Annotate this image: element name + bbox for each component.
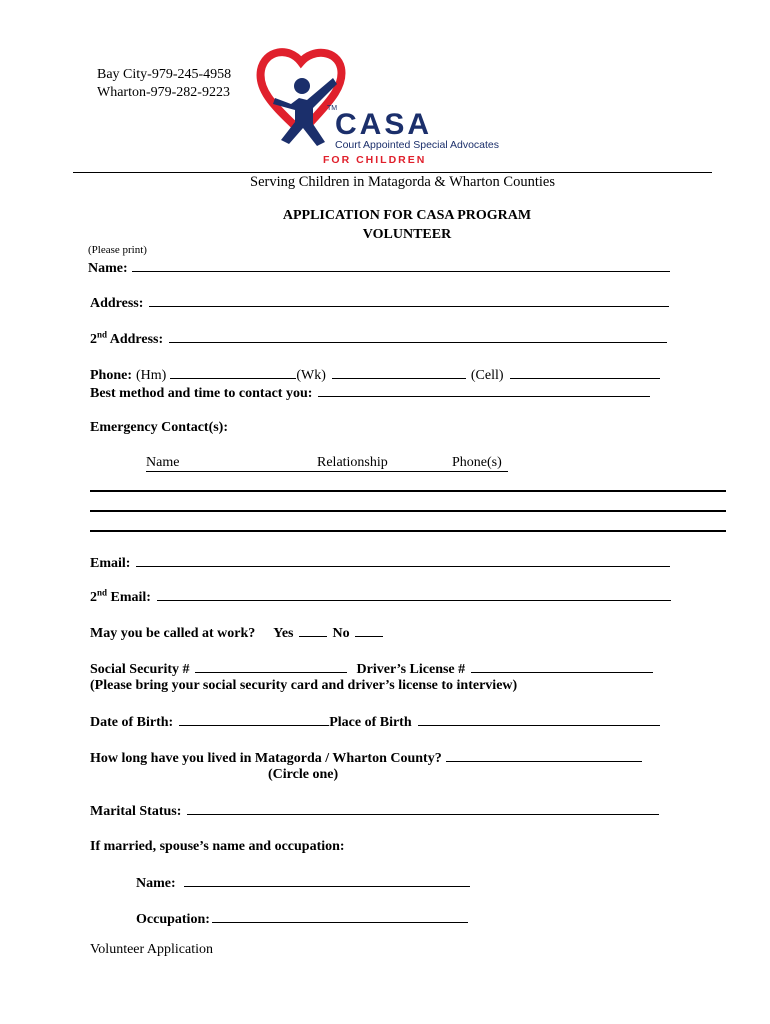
phone-wk-field[interactable]: [332, 366, 466, 379]
header-divider: [73, 172, 712, 173]
spouse-occupation-row: [136, 910, 468, 928]
email-field[interactable]: [136, 554, 670, 567]
best-method-label: Best method and time to contact you:: [90, 386, 313, 401]
no-field[interactable]: [355, 624, 383, 637]
drivers-license-label: Driver’s License #: [356, 662, 466, 677]
marital-row: [90, 802, 659, 820]
logo-tagline: Court Appointed Special Advocates: [335, 139, 500, 151]
contact-wharton: Wharton-979-282-9223: [97, 85, 230, 100]
form-title-line2: VOLUNTEER: [362, 227, 452, 242]
address-field[interactable]: [149, 294, 669, 307]
serving-text: Serving Children in Matagorda & Wharton Counties: [250, 174, 555, 190]
dob-field[interactable]: [179, 713, 329, 726]
circle-one-note: (Circle one): [268, 767, 339, 782]
emergency-col-relationship: Relationship: [317, 455, 388, 470]
best-method-row: [90, 384, 650, 402]
phone-cell-label: (Cell): [470, 368, 504, 383]
yes-label: Yes: [273, 626, 294, 641]
email-row: [90, 554, 670, 572]
footer-text: Volunteer Application: [90, 942, 213, 957]
address-row: [90, 294, 669, 312]
address2-field[interactable]: [169, 330, 667, 343]
ssn-row: [90, 660, 653, 678]
address2-row: [90, 330, 667, 348]
no-label: No: [332, 626, 350, 641]
address-label: Address:: [90, 296, 144, 311]
email2-row: [90, 588, 671, 606]
phone-row: [90, 366, 660, 384]
lived-label: How long have you lived in Matagorda / Wharton County?: [90, 751, 442, 766]
form-title-line1: APPLICATION FOR CASA PROGRAM: [282, 208, 532, 223]
emergency-line-2[interactable]: [90, 510, 726, 512]
marital-field[interactable]: [187, 802, 659, 815]
pob-label: Place of Birth: [329, 715, 412, 730]
ssn-label: Social Security #: [90, 662, 190, 677]
email-label: Email:: [90, 556, 131, 571]
casa-logo-graphic: [255, 44, 545, 172]
logo-name: CASA: [335, 108, 433, 141]
casa-logo: [255, 44, 545, 172]
contact-info: [97, 66, 231, 102]
logo-tm: TM: [327, 105, 338, 112]
ssn-field[interactable]: [195, 660, 347, 673]
figure-head-icon: [294, 78, 310, 94]
spouse-name-field[interactable]: [184, 874, 470, 887]
emergency-label: Emergency Contact(s):: [90, 420, 229, 435]
please-print-note: (Please print): [88, 244, 147, 256]
spouse-name-row: [136, 874, 470, 892]
called-at-work-label: May you be called at work?: [90, 626, 256, 641]
address2-label: 2nd Address:: [90, 329, 164, 347]
contact-bay-city: Bay City-979-245-4958: [97, 67, 232, 82]
lived-row: [90, 749, 642, 767]
drivers-license-field[interactable]: [471, 660, 653, 673]
email2-field[interactable]: [157, 588, 671, 601]
emergency-col-name: Name: [146, 455, 180, 470]
name-field[interactable]: [132, 259, 670, 272]
called-at-work-row: [90, 624, 383, 642]
phone-label: Phone:: [90, 368, 132, 383]
dob-label: Date of Birth:: [90, 715, 174, 730]
name-label: Name:: [88, 261, 128, 276]
email2-label: 2nd Email:: [90, 587, 151, 605]
emergency-line-1[interactable]: [90, 490, 726, 492]
spouse-name-label: Name:: [136, 876, 176, 891]
spouse-occupation-field[interactable]: [212, 910, 468, 923]
emergency-col-phone: Phone(s): [452, 455, 502, 470]
dob-row: [90, 713, 660, 731]
marital-label: Marital Status:: [90, 804, 182, 819]
logo-for-children: FOR CHILDREN: [323, 154, 427, 166]
lived-field[interactable]: [446, 749, 642, 762]
pob-field[interactable]: [418, 713, 660, 726]
best-method-field[interactable]: [318, 384, 650, 397]
bring-documents-note: (Please bring your social security card and driver’s license to interview): [90, 678, 518, 693]
phone-hm-field[interactable]: [170, 366, 296, 379]
yes-field[interactable]: [299, 624, 327, 637]
spouse-label: If married, spouse’s name and occupation:: [90, 839, 345, 854]
name-row: [88, 259, 670, 277]
emergency-header: [146, 455, 508, 472]
spouse-occupation-label: Occupation:: [136, 912, 210, 927]
phone-hm-label: (Hm): [136, 368, 167, 383]
emergency-line-3[interactable]: [90, 530, 726, 532]
phone-cell-field[interactable]: [510, 366, 660, 379]
phone-wk-label: (Wk): [296, 368, 326, 383]
